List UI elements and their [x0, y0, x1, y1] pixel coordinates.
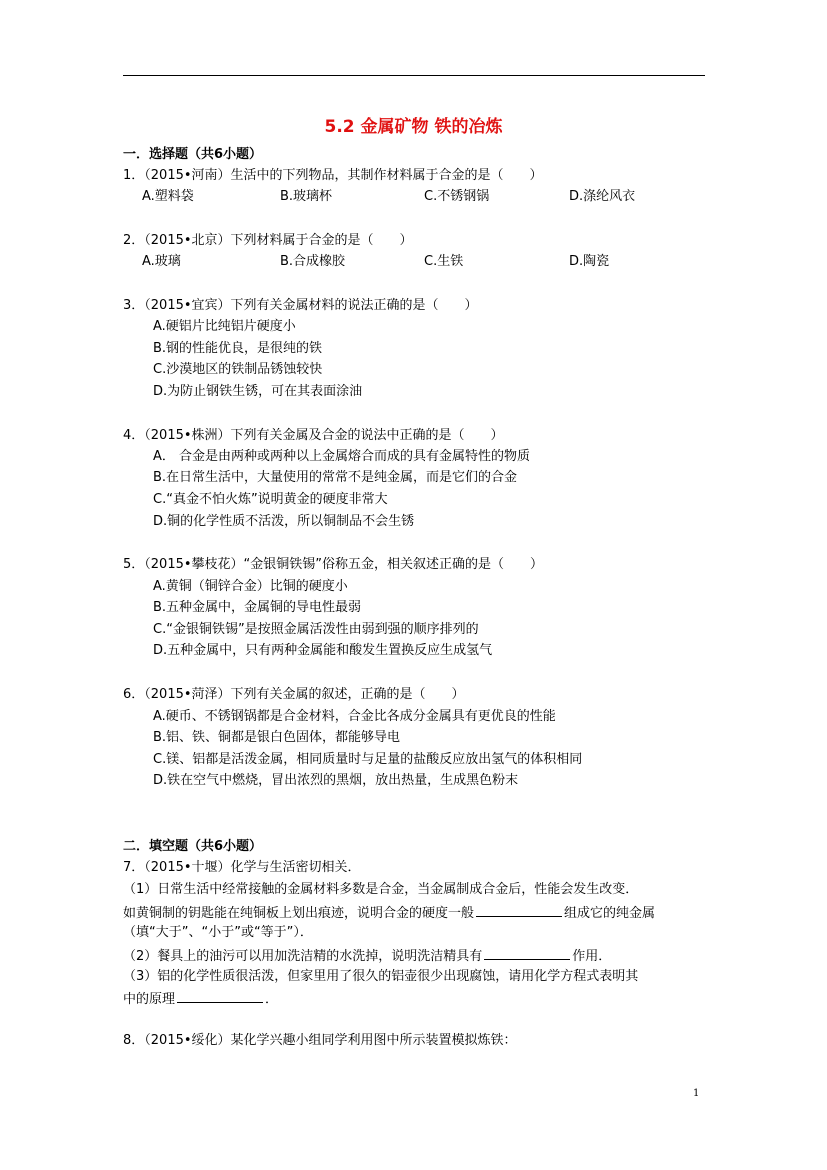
question-2-stem: 2．（2015•北京）下列材料属于合金的是（ ）: [123, 233, 413, 248]
q7-part1-line3: （填“大于”、“小于”或“等于”）．: [123, 925, 313, 940]
q7-blank-2[interactable]: [484, 945, 570, 960]
question-4-stem: 4．（2015•株洲）下列有关金属及合金的说法中正确的是（ ）: [123, 428, 504, 443]
q7-part3-line1: （3）铝的化学性质很活泼，但家里用了很久的铝壶很少出现腐蚀，请用化学方程式表明其: [123, 969, 639, 984]
q1-option-a: A.塑料袋: [142, 189, 194, 204]
q3-option-b: B.钢的性能优良，是很纯的铁: [153, 341, 323, 356]
q6-option-b: B.铝、铁、铜都是银白色固体，都能够导电: [153, 730, 401, 745]
page-number: 1: [693, 1088, 700, 1099]
q3-option-c: C.沙漠地区的铁制品锈蚀较快: [153, 362, 323, 377]
question-3-stem: 3．（2015•宜宾）下列有关金属材料的说法正确的是（ ）: [123, 298, 478, 313]
q7-part2-post: 作用．: [572, 949, 612, 964]
q7-part1-line2-post: 组成它的纯金属: [564, 906, 656, 921]
question-7-stem: 7．（2015•十堰）化学与生活密切相关．: [123, 860, 361, 875]
q4-option-c: C.“真金不怕火炼”说明黄金的硬度非常大: [153, 492, 388, 507]
q7-part2: [123, 945, 611, 967]
q7-part2-pre: （2）餐具上的油污可以用加洗洁精的水洗掉，说明洗洁精具有: [123, 949, 483, 964]
q4-option-d: D.铜的化学性质不活泼，所以铜制品不会生锈: [153, 514, 415, 529]
q5-option-c: C.“金银铜铁锡”是按照金属活泼性由弱到强的顺序排列的: [153, 622, 479, 637]
q7-part3-line2-post: ．: [265, 992, 279, 1007]
q3-option-d: D.为防止钢铁生锈，可在其表面涂油: [153, 384, 363, 399]
q4-option-a: A． 合金是由两种或两种以上金属熔合而成的具有金属特性的物质: [153, 449, 531, 464]
question-5-stem: 5．（2015•攀枝花）“金银铜铁锡”俗称五金，相关叙述正确的是（ ）: [123, 557, 543, 572]
q7-part1-line2: [123, 902, 655, 924]
q2-option-a: A.玻璃: [142, 254, 181, 269]
q1-option-b: B.玻璃杯: [280, 189, 333, 204]
q5-option-d: D.五种金属中，只有两种金属能和酸发生置换反应生成氢气: [153, 643, 493, 658]
q7-part3-line2: [123, 988, 278, 1010]
q7-blank-3[interactable]: [177, 988, 263, 1003]
q1-option-d: D.涤纶风衣: [569, 189, 636, 204]
q3-option-a: A.硬铝片比纯铝片硬度小: [153, 319, 296, 334]
q5-option-b: B.五种金属中，金属铜的导电性最弱: [153, 600, 362, 615]
question-8-stem: 8．（2015•绥化）某化学兴趣小组同学利用图中所示装置模拟炼铁：: [123, 1033, 517, 1048]
q7-part3-line2-pre: 中的原理: [123, 992, 176, 1007]
page-title: 5.2 金属矿物 铁的冶炼: [324, 117, 503, 137]
q1-option-c: C.不锈钢锅: [424, 189, 490, 204]
section-heading-fill: 二．填空题（共6小题）: [123, 839, 263, 854]
question-1-stem: 1．（2015•河南）生活中的下列物品，其制作材料属于合金的是（ ）: [123, 168, 543, 183]
q2-option-b: B.合成橡胶: [280, 254, 346, 269]
q7-part1-line2-pre: 如黄铜制的钥匙能在纯铜板上划出痕迹，说明合金的硬度一般: [123, 906, 475, 921]
q7-blank-1[interactable]: [476, 902, 562, 917]
q2-option-c: C.生铁: [424, 254, 464, 269]
q6-option-d: D.铁在空气中燃烧，冒出浓烈的黑烟，放出热量，生成黑色粉末: [153, 773, 519, 788]
q7-part1-line1: （1）日常生活中经常接触的金属材料多数是合金，当金属制成合金后，性能会发生改变．: [123, 882, 639, 897]
header-rule: [123, 75, 705, 76]
question-6-stem: 6．（2015•菏泽）下列有关金属的叙述，正确的是（ ）: [123, 687, 465, 702]
q2-option-d: D.陶瓷: [569, 254, 610, 269]
section-heading-choice: 一．选择题（共6小题）: [123, 147, 263, 162]
q4-option-b: B.在日常生活中，大量使用的常常不是纯金属，而是它们的合金: [153, 470, 518, 485]
q5-option-a: A.黄铜（铜锌合金）比铜的硬度小: [153, 579, 348, 594]
q6-option-c: C.镁、铝都是活泼金属，相同质量时与足量的盐酸反应放出氢气的体积相同: [153, 752, 583, 767]
q6-option-a: A.硬币、不锈钢锅都是合金材料，合金比各成分金属具有更优良的性能: [153, 709, 556, 724]
